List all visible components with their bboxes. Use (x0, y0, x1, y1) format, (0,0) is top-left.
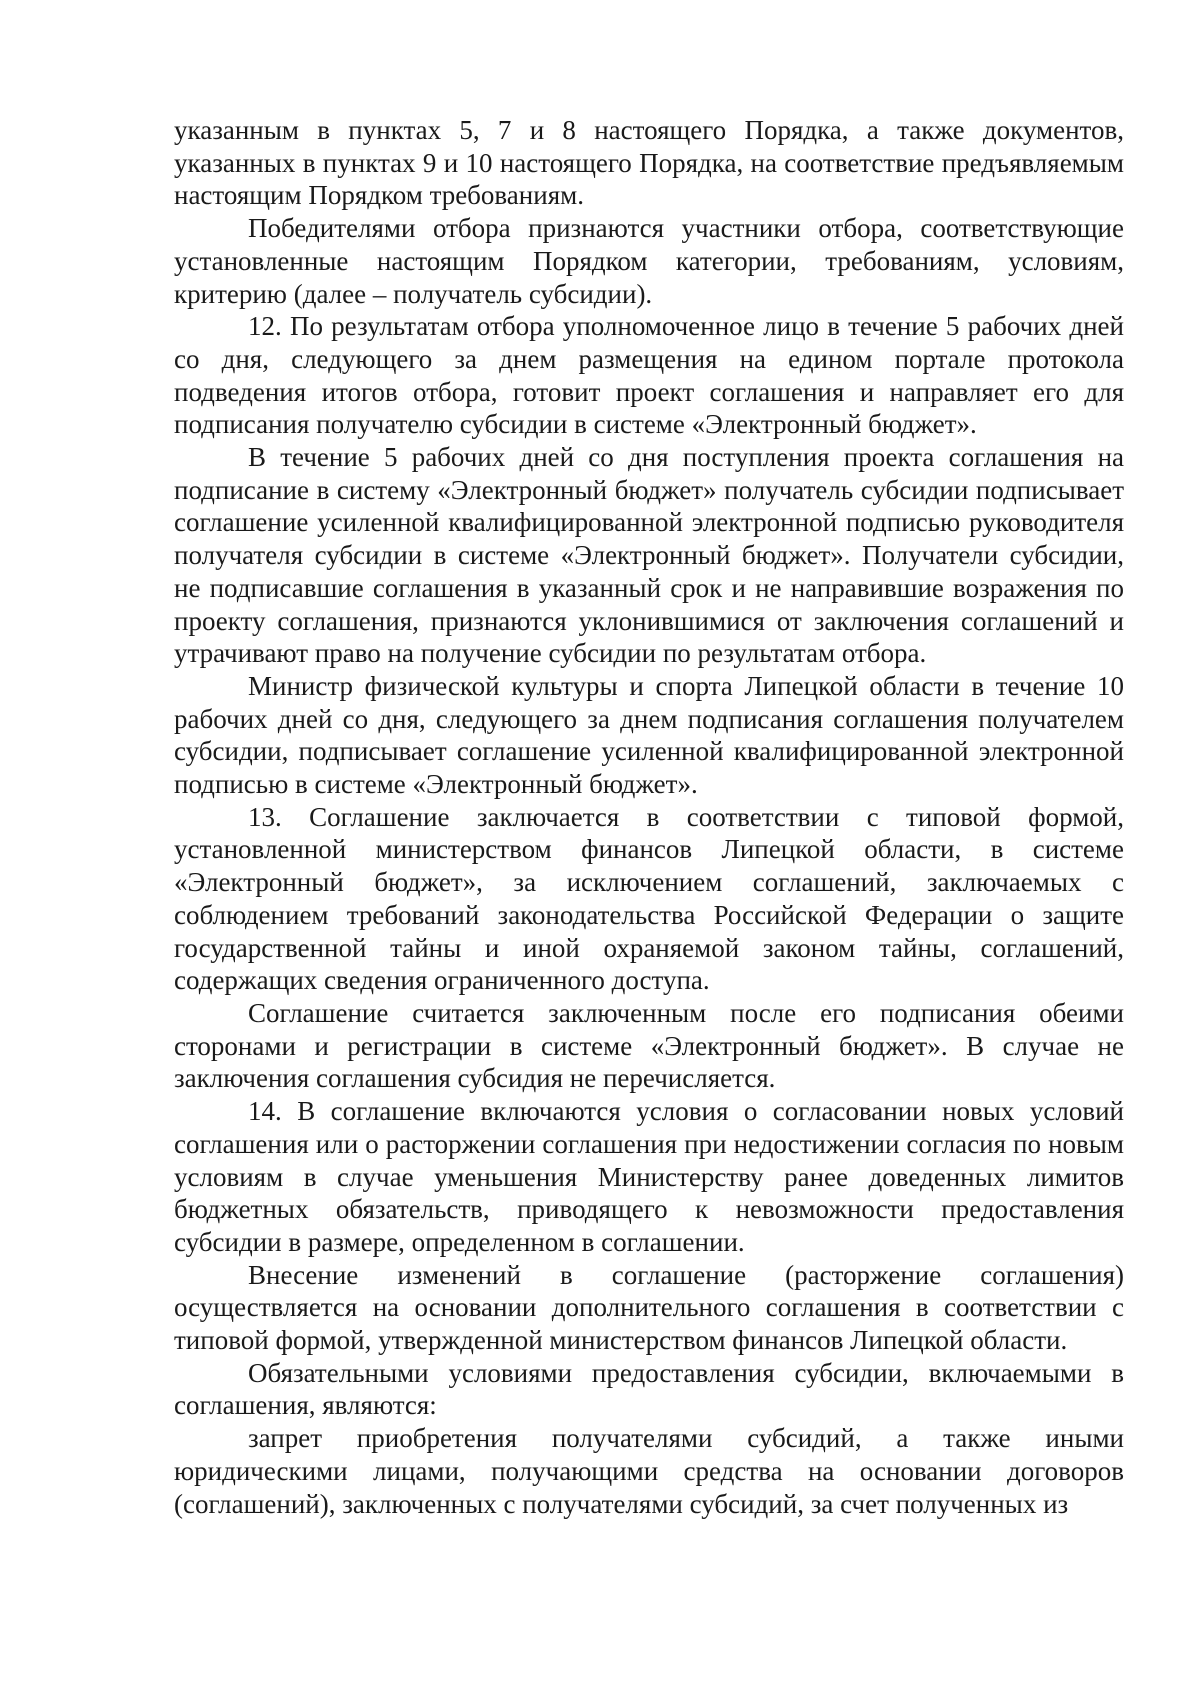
document-page (174, 114, 1124, 1520)
paragraph-minister-signing: Министр физической культуры и спорта Липецкой области в течение 10 рабочих дней со дня, следующего за днем подписания соглашения получателем субсидии, подписывает соглашение усиленной квалифицированной электронной подписью в системе «Электронный бюджет». (174, 670, 1124, 800)
paragraph-prohibition: запрет приобретения получателями субсидий, а также иными юридическими лицами, получающими средства на основании договоров (соглашений), заключенных с получателями субсидий, за счет полученных из (174, 1423, 1124, 1519)
paragraph-mandatory-conditions: Обязательными условиями предоставления субсидии, включаемыми в соглашения, являются: (174, 1357, 1124, 1421)
paragraph-14: 14. В соглашение включаются условия о согласовании новых условий соглашения или о расторжении соглашения при недостижении согласия по новым условиям в случае уменьшения Министерству ранее доведенных лимитов бюджетных обязательств, приводящего к невозможности предоставления субсидии в размере, определенном в соглашении. (174, 1096, 1124, 1257)
paragraph-continuation: указанным в пунктах 5, 7 и 8 настоящего Порядка, а также документов, указанных в пунктах 9 и 10 настоящего Порядка, на соответствие предъявляемым настоящим Порядком требованиям. (174, 115, 1124, 211)
paragraph-13: 13. Соглашение заключается в соответствии с типовой формой, установленной министерством финансов Липецкой области, в системе «Электронный бюджет», за исключением соглашений, заключаемых с соблюдением требований законодательства Российской Федерации о защите государственной тайны и иной охраняемой законом тайны, соглашений, содержащих сведения ограниченного доступа. (174, 801, 1124, 996)
paragraph-winners: Победителями отбора признаются участники отбора, соответствующие установленные настоящим Порядком категории, требованиям, условиям, критерию (далее – получатель субсидии). (174, 213, 1124, 309)
paragraph-amendments: Внесение изменений в соглашение (расторжение соглашения) осуществляется на основании дополнительного соглашения в соответствии с типовой формой, утвержденной министерством финансов Липецкой области. (174, 1259, 1124, 1356)
paragraph-agreement-concluded: Соглашение считается заключенным после его подписания обеими сторонами и регистрации в системе «Электронный бюджет». В случае не заключения соглашения субсидия не перечисляется. (174, 997, 1124, 1094)
paragraph-12: 12. По результатам отбора уполномоченное лицо в течение 5 рабочих дней со дня, следующего за днем размещения на едином портале протокола подведения итогов отбора, готовит проект соглашения и направляет его для подписания получателю субсидии в системе «Электронный бюджет». (174, 311, 1124, 440)
paragraph-signing-deadline: В течение 5 рабочих дней со дня поступления проекта соглашения на подписание в систему «Электронный бюджет» получатель субсидии подписывает соглашение усиленной квалифицированной электронной подписью руководителя получателя субсидии в системе «Электронный бюджет». Получатели субсидии, не подписавшие соглашения в указанный срок и не направившие возражения по проекту соглашения, признаются уклонившимися от заключения соглашений и утрачивают право на получение субсидии по результатам отбора. (174, 442, 1124, 669)
